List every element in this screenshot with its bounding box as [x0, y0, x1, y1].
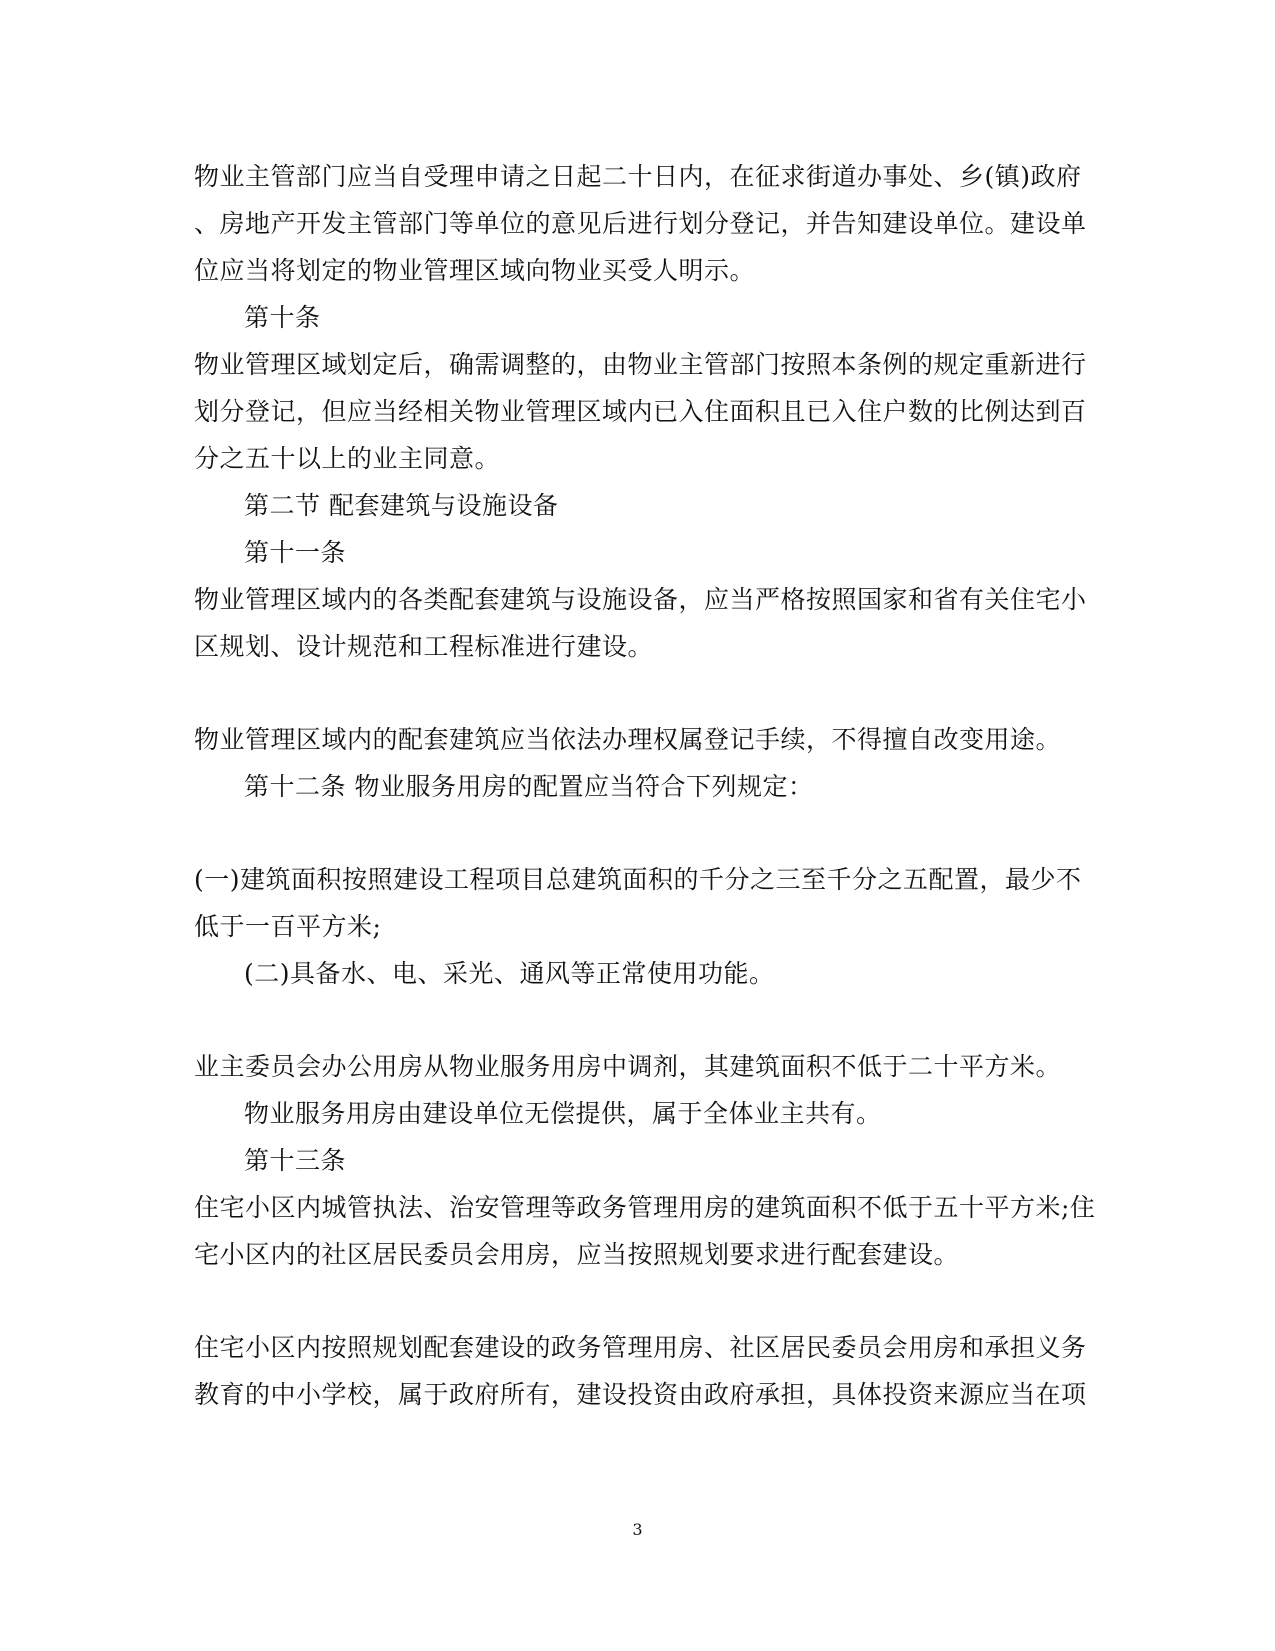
list-item-line: (二)具备水、电、采光、通风等正常使用功能。 — [244, 959, 775, 988]
paragraph-line: 宅小区内的社区居民委员会用房，应当按照规划要求进行配套建设。 — [194, 1240, 960, 1269]
paragraph-line: 教育的中小学校，属于政府所有，建设投资由政府承担，具体投资来源应当在项 — [194, 1380, 1087, 1409]
paragraph-line: 区规划、设计规范和工程标准进行建设。 — [194, 632, 654, 661]
paragraph-line: 物业服务用房由建设单位无偿提供，属于全体业主共有。 — [244, 1099, 882, 1128]
article-heading: 第十条 — [244, 303, 321, 332]
article-heading: 第十三条 — [244, 1146, 347, 1175]
paragraph-line: 分之五十以上的业主同意。 — [194, 444, 501, 473]
list-item-line: 低于一百平方米; — [194, 912, 382, 941]
paragraph-line: 住宅小区内按照规划配套建设的政务管理用房、社区居民委员会用房和承担义务 — [194, 1333, 1087, 1362]
paragraph-line: 、房地产开发主管部门等单位的意见后进行划分登记，并告知建设单位。建设单 — [194, 209, 1087, 238]
paragraph-line: 物业管理区域内的配套建筑应当依法办理权属登记手续，不得擅自改变用途。 — [194, 725, 1062, 754]
paragraph-line: 划分登记，但应当经相关物业管理区域内已入住面积且已入住户数的比例达到百 — [194, 397, 1087, 426]
list-item-line: (一)建筑面积按照建设工程项目总建筑面积的千分之三至千分之五配置，最少不 — [194, 865, 1082, 894]
article-heading: 第十一条 — [244, 538, 347, 567]
paragraph-line: 位应当将划定的物业管理区域向物业买受人明示。 — [194, 256, 756, 285]
article-heading: 第十二条 物业服务用房的配置应当符合下列规定： — [244, 772, 814, 801]
paragraph-line: 物业主管部门应当自受理申请之日起二十日内，在征求街道办事处、乡(镇)政府 — [194, 162, 1082, 191]
page-number: 3 — [632, 1520, 643, 1539]
paragraph-line: 业主委员会办公用房从物业服务用房中调剂，其建筑面积不低于二十平方米。 — [194, 1052, 1062, 1081]
paragraph-line: 物业管理区域划定后，确需调整的，由物业主管部门按照本条例的规定重新进行 — [194, 350, 1087, 379]
section-heading: 第二节 配套建筑与设施设备 — [244, 491, 559, 520]
paragraph-line: 住宅小区内城管执法、治安管理等政务管理用房的建筑面积不低于五十平方米;住 — [194, 1193, 1096, 1222]
paragraph-line: 物业管理区域内的各类配套建筑与设施设备，应当严格按照国家和省有关住宅小 — [194, 585, 1087, 614]
